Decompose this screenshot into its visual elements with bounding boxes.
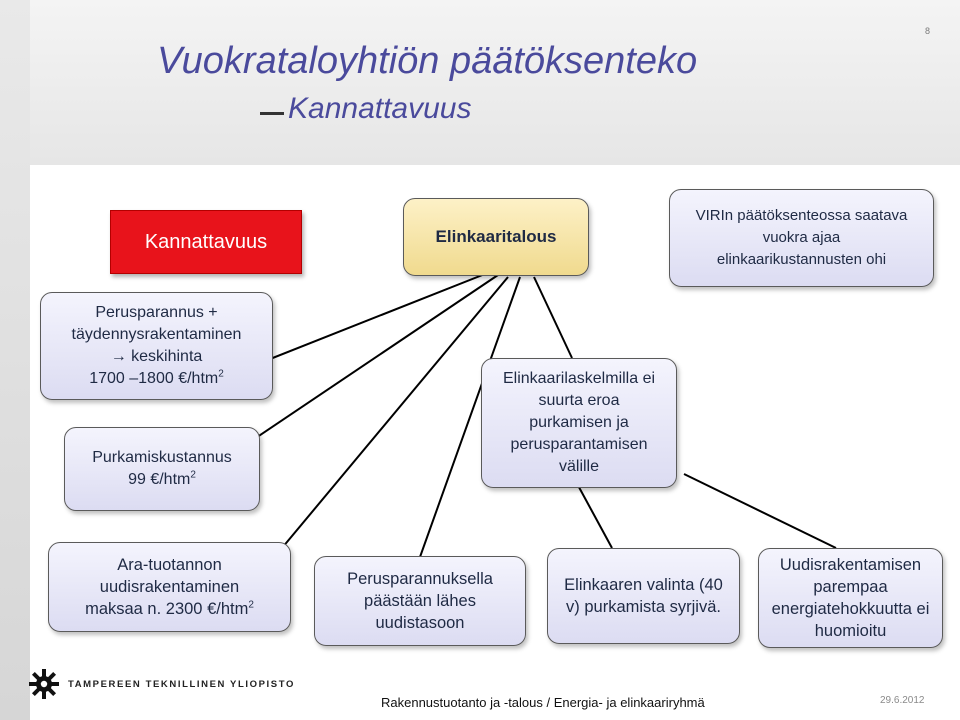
connector-elinkaaren <box>574 478 612 548</box>
perusparannus-box <box>40 292 273 400</box>
elinkaaritalous-box: Elinkaaritalous <box>403 198 589 276</box>
slide-title: Vuokrataloyhtiön päätöksenteko <box>157 40 698 82</box>
footer-text: Rakennustuotanto ja -talous / Energia- ja elinkaariryhmä <box>381 695 705 710</box>
slide-subtitle: Kannattavuus <box>288 92 472 125</box>
connector-middle <box>534 277 572 358</box>
virin-text: VIRIn päätöksenteossa saatava vuokra ajaa elinkaarikustannusten ohi <box>695 207 908 268</box>
perusparannuksella-text: Perusparannuksella päästään lähes uudistasoon <box>347 570 493 632</box>
ara-box <box>48 542 291 632</box>
tty-logo <box>28 668 295 700</box>
elinkaarilaskelmat-box <box>481 358 677 488</box>
perusparannuksella-box <box>314 556 526 646</box>
connector-uudis <box>684 474 836 548</box>
logo-text: TAMPEREEN TEKNILLINEN YLIOPISTO <box>68 678 295 690</box>
slide-number: 8 <box>925 26 931 36</box>
perusparannus-line1: Perusparannus + <box>95 304 218 321</box>
connector-ara <box>282 277 508 548</box>
purkamis-box <box>64 427 260 511</box>
perusparannus-line3: → keskihinta <box>110 348 203 365</box>
elinkaaren-valinta-text: Elinkaaren valinta (40 v) purkamista syrjivä. <box>564 576 723 616</box>
footer-date: 29.6.2012 <box>880 695 925 706</box>
ara-line2: uudisrakentaminen <box>99 578 240 596</box>
elinkaaren-valinta-box <box>547 548 740 644</box>
purkamis-line1: Purkamiskustannus <box>92 449 232 466</box>
ara-line1: Ara-tuotannon <box>117 556 222 574</box>
uudisrakentamisen-text: Uudisrakentamisen parempaa energiatehokkuutta ei huomioitu <box>771 556 930 640</box>
gear-icon <box>28 668 60 700</box>
ara-line3: maksaa n. 2300 €/htm$^2$ <box>85 599 254 618</box>
perusparannus-line2: täydennysrakentaminen <box>71 326 242 343</box>
virin-box <box>669 189 934 287</box>
uudisrakentamisen-box <box>758 548 943 648</box>
purkamis-line2: 99 €/htm$^2$ <box>128 469 196 488</box>
elinkaarilaskelmat-text: Elinkaarilaskelmilla ei suurta eroa purkamisen ja perusparantamisen välille <box>502 370 656 475</box>
kannattavuus-box: Kannattavuus <box>110 210 302 274</box>
perusparannus-line4: 1700 –1800 €/htm$^2$ <box>89 368 224 387</box>
